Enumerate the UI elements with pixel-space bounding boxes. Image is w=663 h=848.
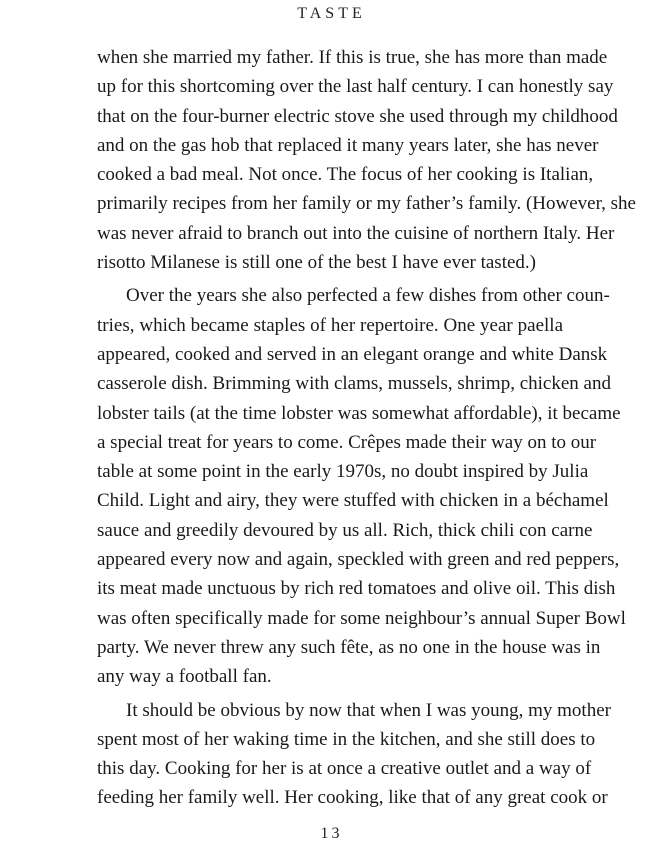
text-line: It should be obvious by now that when I was young, my mother: [126, 699, 611, 721]
body-text: [97, 43, 636, 813]
text-line: any way a football fan.: [97, 666, 272, 688]
text-line: this day. Cooking for her is at once a creative outlet and a way of: [97, 758, 592, 780]
paragraph-1: [97, 43, 636, 277]
text-line: up for this shortcoming over the last half century. I can honestly say: [97, 76, 614, 98]
text-line: sauce and greedily devoured by us all. Rich, thick chili con carne: [97, 519, 593, 541]
paragraph-2: [97, 281, 626, 691]
text-line: that on the four-burner electric stove she used through my childhood: [97, 105, 618, 127]
paragraph-3: [97, 696, 611, 813]
text-line: casserole dish. Brimming with clams, mussels, shrimp, chicken and: [97, 373, 611, 395]
text-line: Over the years she also perfected a few dishes from other coun-: [126, 285, 610, 307]
running-head: TASTE: [297, 5, 366, 22]
text-line: appeared every now and again, speckled with green and red peppers,: [97, 549, 620, 571]
text-line: spent most of her waking time in the kitchen, and she still does to: [97, 728, 596, 750]
text-line: and on the gas hob that replaced it many years later, she has never: [97, 134, 599, 156]
text-line: appeared, cooked and served in an elegant orange and white Dansk: [97, 343, 608, 365]
text-line: primarily recipes from her family or my father’s family. (However, she: [97, 193, 636, 215]
text-line: its meat made unctuous by rich red tomatoes and olive oil. This dish: [97, 578, 616, 600]
text-line: party. We never threw any such fête, as no one in the house was in: [97, 636, 601, 658]
text-line: feeding her family well. Her cooking, like that of any great cook or: [97, 787, 608, 809]
text-line: lobster tails (at the time lobster was somewhat affordable), it became: [97, 402, 621, 424]
text-line: when she married my father. If this is true, she has more than made: [97, 47, 608, 68]
text-line: tries, which became staples of her repertoire. One year paella: [97, 314, 563, 336]
text-line: a special treat for years to come. Crêpes made their way on to our: [97, 431, 597, 453]
text-line: cooked a bad meal. Not once. The focus of her cooking is Italian,: [97, 164, 594, 186]
text-line: table at some point in the early 1970s, no doubt inspired by Julia: [97, 461, 589, 483]
page-number: 13: [320, 825, 343, 842]
text-line: Child. Light and airy, they were stuffed with chicken in a béchamel: [97, 490, 609, 512]
text-line: was never afraid to branch out into the cuisine of northern Italy. Her: [97, 222, 615, 244]
text-line: risotto Milanese is still one of the best I have ever tasted.): [97, 252, 536, 274]
text-line: was often specifically made for some neighbour’s annual Super Bowl: [97, 607, 626, 629]
